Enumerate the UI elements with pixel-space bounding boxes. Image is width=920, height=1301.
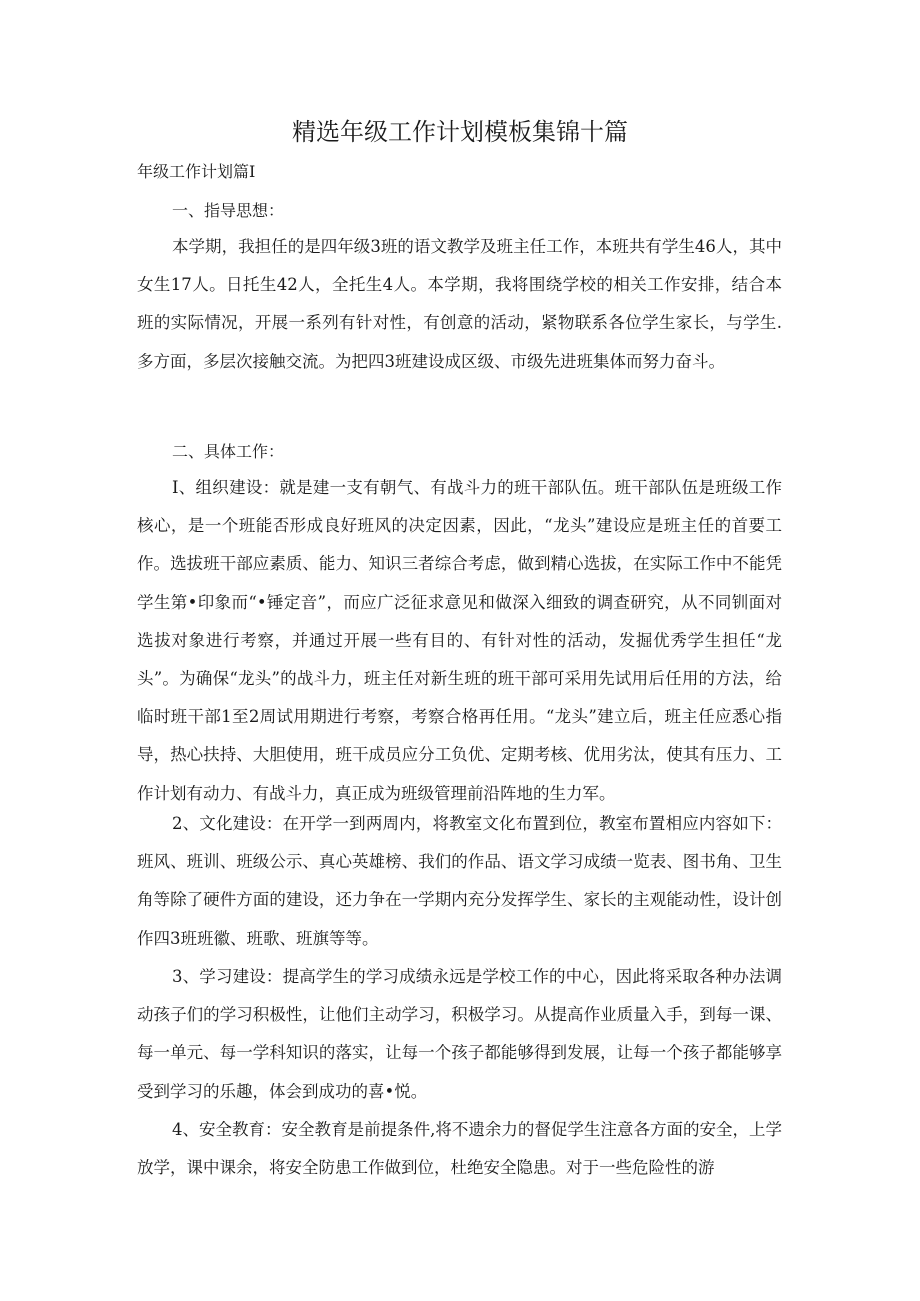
plan-subtitle: 年级工作计划篇I bbox=[137, 162, 256, 181]
paragraph-safety: 4、安全教育：安全教育是前提条件,将不遗余力的督促学生注意各方面的安全，上学放学，课中课余，将安全防患工作做到位，杜绝安全隐患。对于一些危险性的游 bbox=[137, 1120, 782, 1178]
paragraph-study: 3、学习建设：提高学生的学习成绩永远是学校工作的中心，因此将采取各种办法调动孩子们的学习积极性，让他们主动学习，积极学习。从提高作业质量入手，到每一课、每一单元、每一学科知识的落实，让每一个孩子都能够得到发展，让每一个孩子都能够享受到学习的乐趣，体会到成功的喜•悦。 bbox=[137, 967, 782, 1101]
document-title: 精选年级工作计划模板集锦十篇 bbox=[292, 118, 628, 146]
section-heading-guiding-thought: 一、指导思想： bbox=[172, 201, 285, 220]
section-heading-specific-work: 二、具体工作： bbox=[172, 442, 285, 461]
paragraph-guiding-thought: 本学期，我担任的是四年级3班的语文教学及班主任工作，本班共有学生46人，其中女生17人。日托生42人，全托生4人。本学期，我将围绕学校的相关工作安排，结合本班的实际情况，开展一系列有针对性，有创意的活动，紧物联系各位学生家长，与学生.多方面，多层次接触交流。为把四3班建设成区级、市级先进班集体而努力奋斗。 bbox=[137, 237, 782, 371]
paragraph-culture: 2、文化建设：在开学一到两周内，将教室文化布置到位，教室布置相应内容如下：班风、班训、班级公示、真心英雄榜、我们的作品、语文学习成绩一览表、图书角、卫生角等除了硬件方面的建设，还力争在一学期内充分发挥学生、家长的主观能动性，设计创作四3班班徽、班歌、班旗等等。 bbox=[137, 814, 782, 948]
paragraph-organization: I、组织建设：就是建一支有朝气、有战斗力的班干部队伍。班干部队伍是班级工作核心，是一个班能否形成良好班风的决定因素，因此，“龙头”建设应是班主任的首要工作。选拔班干部应素质、能力、知识三者综合考虑，做到精心选拔，在实际工作中不能凭学生第•印象而“•锤定音”，而应广泛征求意见和做深入细致的调查研究，从不同钏面对选拔对象进行考察，并通过开展一些有目的、有针对性的活动，发掘优秀学生担任“龙头”。为确保“龙头”的战斗力，班主任对新生班的班干部可采用先试用后任用的方法，给临时班干部1至2周试用期进行考察，考察合格再任用。“龙头”建立后，班主任应悉心指导，热心扶持、大胆使用，班干成员应分工负优、定期考核、优用劣汰，使其有压力、工作计划有动力、有战斗力，真正成为班级管理前沿阵地的生力军。 bbox=[137, 478, 782, 803]
